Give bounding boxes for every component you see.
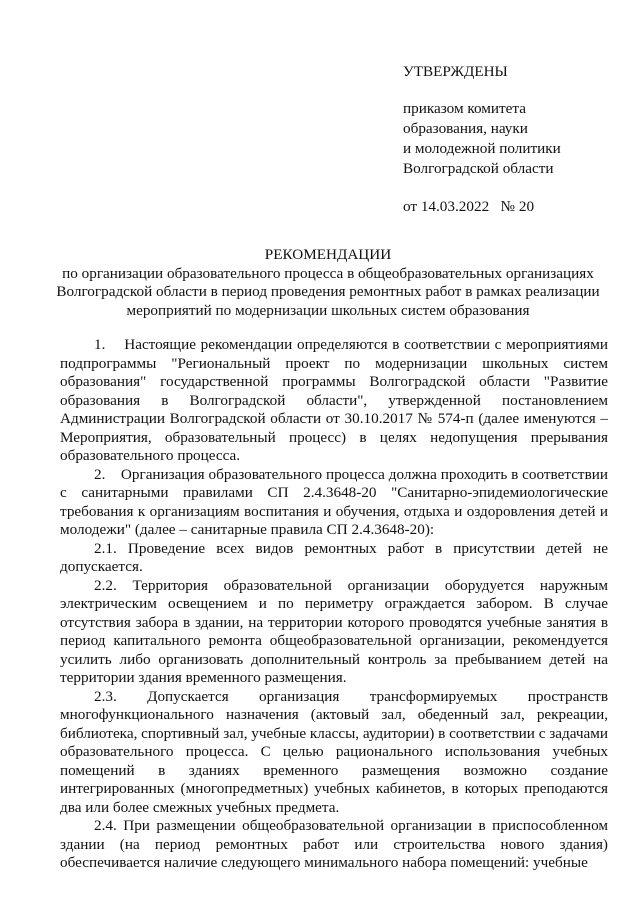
approval-line: приказом комитета	[403, 100, 526, 117]
approval-line: Волгоградской области	[403, 160, 554, 177]
paragraph-1: 1. Настоящие рекомендации определяются в соответствии с мероприятиями подпрограммы "Региональный проект по модернизации школьных систем образования" государственной программы Волгоградской области "Развитие образования в Волгоградской области", утвержденной постановлением Администрации Волгоградской области от 30.10.2017 № 574-п (далее именуются – Мероприятия, образовательный процесс) в целях недопущения прерывания образовательного процесса.	[60, 336, 612, 464]
document-subtitle-line: мероприятий по модернизации школьных систем образования	[126, 301, 530, 319]
paragraph-2: 2. Организация образовательного процесса должна проходить в соответствии с санитарными правилами СП 2.4.3648-20 "Санитарно-эпидемиологические требования к организациям воспитания и обучения, отдыха и оздоровления детей и молодежи" (далее – санитарные правила СП 2.4.3648-20):	[60, 465, 612, 538]
paragraph-2-4: 2.4. При размещении общеобразовательной организации в приспособленном здании (на период ремонтных работ или строительства нового здания) обеспечивается наличие следующего минимального набора помещений: учебные	[60, 817, 608, 871]
paragraph-2-2: 2.2. Территория образовательной организации оборудуется наружным электрическим освещением и по периметру ограждается забором. В случае отсутствия забора в здании, на территории которого проводятся учебные занятия в период капитального ремонта общеобразовательной организации, рекомендуется усилить либо организовать дополнительный контроль за пребыванием детей на территории здания временного размещения.	[60, 576, 608, 686]
document-body	[60, 336, 612, 873]
approval-line: и молодежной политики	[403, 140, 561, 157]
approval-line: образования, науки	[403, 120, 528, 137]
document-subtitle-line: Волгоградской области в период проведения ремонтных работ в рамках реализации	[56, 283, 600, 300]
paragraph-2-3: 2.3. Допускается организация трансформируемых пространств многофункционального назначения (актовый зал, обеденный зал, рекреации, библиотека, спортивный зал, учебные классы, аудитории) в соответствии с задачами образовательного процесса. С целью рационального использования учебных помещений в зданиях временного размещения возможно создание интегрированных (многопредметных) учебных кабинетов, в которых преподаются два или более смежных учебных предмета.	[60, 687, 608, 816]
approval-date: от 14.03.2022 № 20	[403, 198, 535, 215]
paragraph-2-1: 2.1. Проведение всех видов ремонтных работ в присутствии детей не допускается.	[60, 539, 608, 575]
approval-block	[403, 62, 633, 217]
document-title: РЕКОМЕНДАЦИИ	[264, 246, 392, 263]
document-heading	[48, 246, 608, 320]
document-subtitle-line: по организации образовательного процесса в общеобразовательных организациях	[62, 264, 594, 282]
approval-title: УТВЕРЖДЕНЫ	[403, 63, 508, 80]
